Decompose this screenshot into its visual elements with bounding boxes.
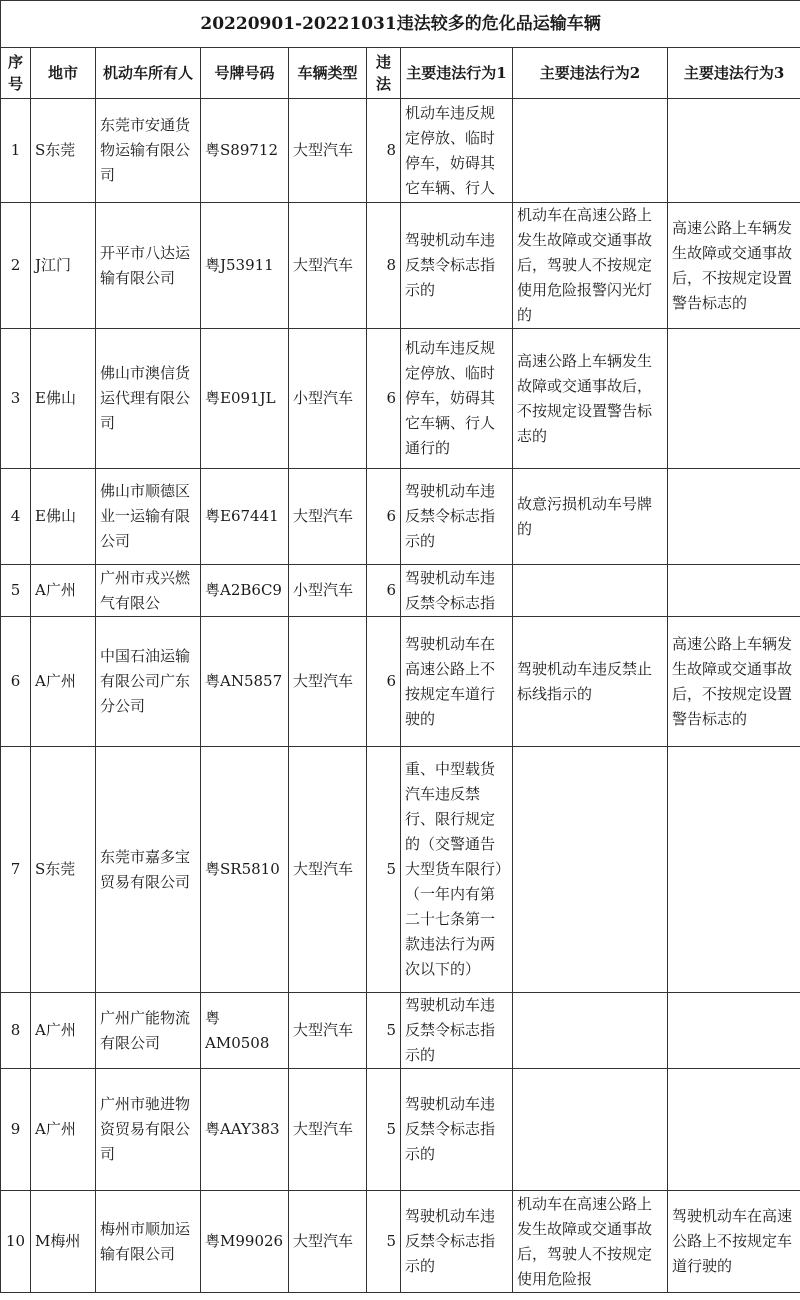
table-row xyxy=(1,617,800,747)
cell-plate: 粤E67441 xyxy=(201,469,289,565)
cell-city: E佛山 xyxy=(31,329,96,469)
cell-violation-2 xyxy=(513,99,668,203)
cell-violation-2: 机动车在高速公路上发生故障或交通事故后，驾驶人不按规定使用危险报警闪光灯的 xyxy=(513,203,668,329)
header-row xyxy=(1,48,800,99)
cell-owner: 佛山市顺德区业一运输有限公司 xyxy=(96,469,201,565)
cell-violation-3 xyxy=(668,993,800,1069)
cell-violation-3 xyxy=(668,1069,800,1191)
cell-seq: 6 xyxy=(1,617,31,747)
cell-violation-count: 6 xyxy=(367,329,401,469)
cell-plate: 粤AAY383 xyxy=(201,1069,289,1191)
cell-city: J江门 xyxy=(31,203,96,329)
cell-owner: 东莞市嘉多宝贸易有限公司 xyxy=(96,747,201,993)
table-row xyxy=(1,469,800,565)
cell-seq: 8 xyxy=(1,993,31,1069)
cell-violation-count: 6 xyxy=(367,469,401,565)
cell-city: E佛山 xyxy=(31,469,96,565)
cell-city: S东莞 xyxy=(31,99,96,203)
cell-violation-1: 驾驶机动车违反禁令标志指 xyxy=(401,565,513,617)
cell-violation-3 xyxy=(668,329,800,469)
cell-violation-1: 机动车违反规定停放、临时停车，妨碍其它车辆、行人通行的 xyxy=(401,329,513,469)
cell-seq: 2 xyxy=(1,203,31,329)
cell-vehicle-type: 大型汽车 xyxy=(289,203,367,329)
cell-vehicle-type: 大型汽车 xyxy=(289,469,367,565)
cell-owner: 东莞市安通货物运输有限公司 xyxy=(96,99,201,203)
cell-violation-2 xyxy=(513,565,668,617)
table-row xyxy=(1,565,800,617)
cell-violation-2: 高速公路上车辆发生故障或交通事故后，不按规定设置警告标志的 xyxy=(513,329,668,469)
cell-plate: 粤S89712 xyxy=(201,99,289,203)
cell-seq: 9 xyxy=(1,1069,31,1191)
cell-owner: 广州广能物流有限公司 xyxy=(96,993,201,1069)
cell-violation-2 xyxy=(513,1069,668,1191)
cell-violation-1: 驾驶机动车违反禁令标志指示的 xyxy=(401,1069,513,1191)
cell-owner: 梅州市顺加运输有限公司 xyxy=(96,1191,201,1293)
cell-plate: 粤M99026 xyxy=(201,1191,289,1293)
cell-violation-1: 重、中型载货汽车违反禁行、限行规定的（交警通告大型货车限行）（一年内有第二十七条第一款违法行为两次以下的） xyxy=(401,747,513,993)
cell-city: M梅州 xyxy=(31,1191,96,1293)
cell-owner: 广州市戎兴燃气有限公 xyxy=(96,565,201,617)
cell-plate: 粤AN5857 xyxy=(201,617,289,747)
header-seq: 序号 xyxy=(1,48,31,99)
cell-violation-count: 5 xyxy=(367,1069,401,1191)
cell-violation-count: 8 xyxy=(367,203,401,329)
cell-violation-1: 驾驶机动车在高速公路上不按规定车道行驶的 xyxy=(401,617,513,747)
cell-vehicle-type: 大型汽车 xyxy=(289,747,367,993)
cell-owner: 开平市八达运输有限公司 xyxy=(96,203,201,329)
cell-seq: 3 xyxy=(1,329,31,469)
cell-vehicle-type: 大型汽车 xyxy=(289,99,367,203)
cell-vehicle-type: 大型汽车 xyxy=(289,1191,367,1293)
cell-violation-3: 高速公路上车辆发生故障或交通事故后，不按规定设置警告标志的 xyxy=(668,617,800,747)
cell-violation-1: 驾驶机动车违反禁令标志指示的 xyxy=(401,469,513,565)
cell-seq: 10 xyxy=(1,1191,31,1293)
table-row xyxy=(1,99,800,203)
cell-violation-1: 驾驶机动车违反禁令标志指示的 xyxy=(401,993,513,1069)
header-city: 地市 xyxy=(31,48,96,99)
cell-violation-3 xyxy=(668,469,800,565)
cell-plate: 粤E091JL xyxy=(201,329,289,469)
cell-violation-count: 5 xyxy=(367,1191,401,1293)
cell-owner: 佛山市澳信货运代理有限公司 xyxy=(96,329,201,469)
cell-city: A广州 xyxy=(31,993,96,1069)
cell-violation-1: 机动车违反规定停放、临时停车，妨碍其它车辆、行人 xyxy=(401,99,513,203)
cell-violation-count: 6 xyxy=(367,565,401,617)
cell-violation-3 xyxy=(668,99,800,203)
cell-violation-count: 5 xyxy=(367,993,401,1069)
cell-seq: 1 xyxy=(1,99,31,203)
cell-violation-count: 6 xyxy=(367,617,401,747)
cell-owner: 广州市驰进物资贸易有限公司 xyxy=(96,1069,201,1191)
cell-seq: 7 xyxy=(1,747,31,993)
cell-violation-1: 驾驶机动车违反禁令标志指示的 xyxy=(401,203,513,329)
header-count: 违法 xyxy=(367,48,401,99)
cell-vehicle-type: 小型汽车 xyxy=(289,329,367,469)
cell-violation-count: 5 xyxy=(367,747,401,993)
cell-vehicle-type: 大型汽车 xyxy=(289,993,367,1069)
cell-vehicle-type: 大型汽车 xyxy=(289,617,367,747)
header-type: 车辆类型 xyxy=(289,48,367,99)
cell-city: S东莞 xyxy=(31,747,96,993)
cell-violation-3 xyxy=(668,747,800,993)
table-row xyxy=(1,1069,800,1191)
cell-owner: 中国石油运输有限公司广东分公司 xyxy=(96,617,201,747)
cell-violation-2: 驾驶机动车违反禁止标线指示的 xyxy=(513,617,668,747)
cell-plate: 粤AM0508 xyxy=(201,993,289,1069)
cell-city: A广州 xyxy=(31,1069,96,1191)
cell-violation-1: 驾驶机动车违反禁令标志指示的 xyxy=(401,1191,513,1293)
table-row xyxy=(1,747,800,993)
cell-seq: 5 xyxy=(1,565,31,617)
cell-plate: 粤A2B6C9 xyxy=(201,565,289,617)
cell-violation-2: 机动车在高速公路上发生故障或交通事故后，驾驶人不按规定使用危险报 xyxy=(513,1191,668,1293)
cell-violation-2: 故意污损机动车号牌的 xyxy=(513,469,668,565)
cell-vehicle-type: 大型汽车 xyxy=(289,1069,367,1191)
header-violation-3: 主要违法行为3 xyxy=(668,48,800,99)
table-row xyxy=(1,993,800,1069)
cell-violation-2 xyxy=(513,747,668,993)
cell-plate: 粤J53911 xyxy=(201,203,289,329)
table-row xyxy=(1,329,800,469)
header-plate: 号牌号码 xyxy=(201,48,289,99)
table-row xyxy=(1,203,800,329)
cell-city: A广州 xyxy=(31,617,96,747)
cell-violation-2 xyxy=(513,993,668,1069)
header-violation-2: 主要违法行为2 xyxy=(513,48,668,99)
cell-city: A广州 xyxy=(31,565,96,617)
header-violation-1: 主要违法行为1 xyxy=(401,48,513,99)
cell-violation-count: 8 xyxy=(367,99,401,203)
table-body xyxy=(1,99,800,1293)
header-owner: 机动车所有人 xyxy=(96,48,201,99)
cell-violation-3: 高速公路上车辆发生故障或交通事故后，不按规定设置警告标志的 xyxy=(668,203,800,329)
cell-seq: 4 xyxy=(1,469,31,565)
table-row xyxy=(1,1191,800,1293)
cell-vehicle-type: 小型汽车 xyxy=(289,565,367,617)
table-title: 20220901-20221031违法较多的危化品运输车辆 xyxy=(1,1,800,48)
cell-plate: 粤SR5810 xyxy=(201,747,289,993)
cell-violation-3: 驾驶机动车在高速公路上不按规定车道行驶的 xyxy=(668,1191,800,1293)
cell-violation-3 xyxy=(668,565,800,617)
